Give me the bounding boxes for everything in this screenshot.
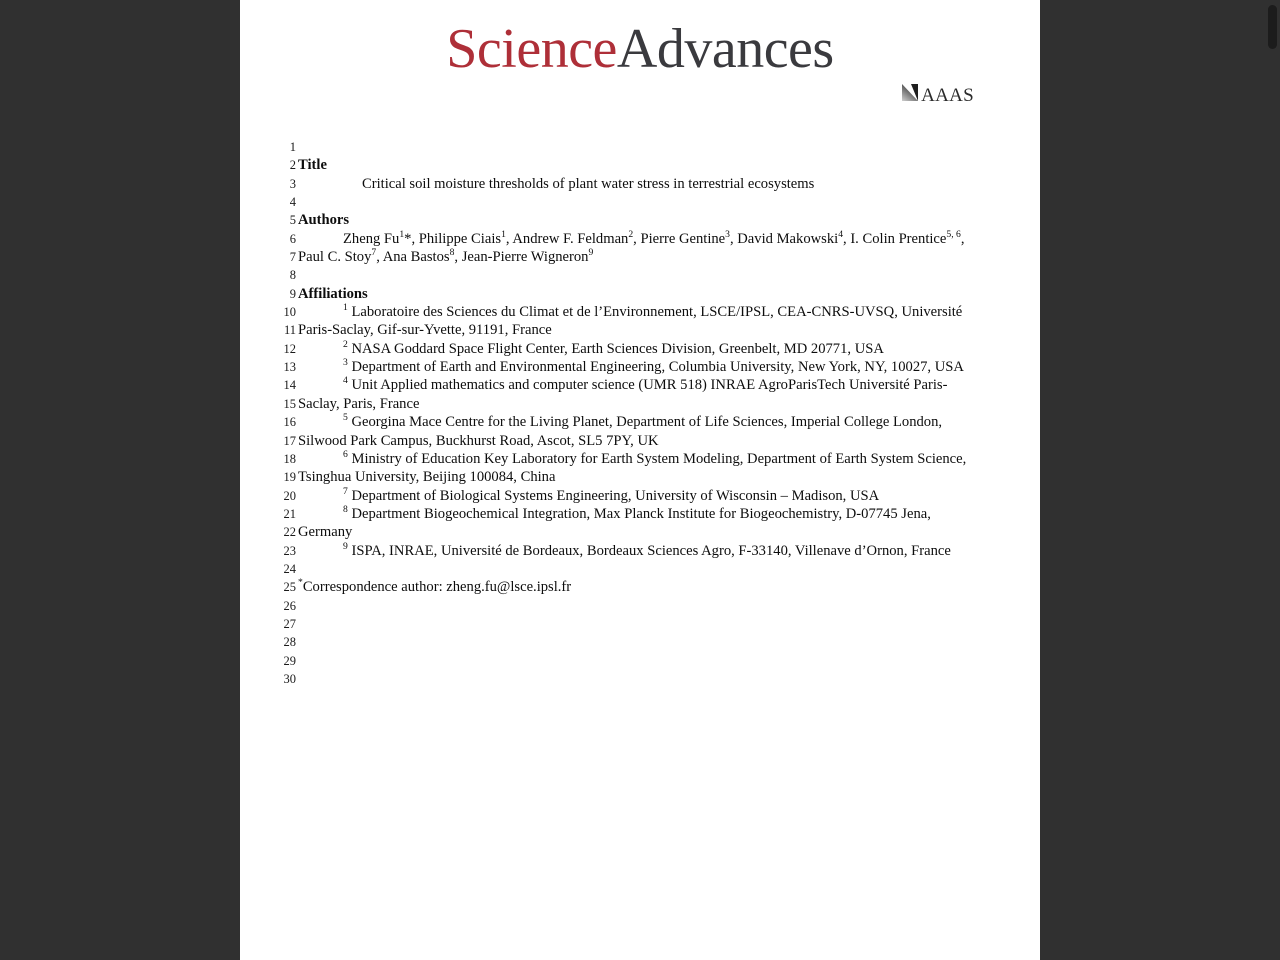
vertical-scrollbar-thumb[interactable] xyxy=(1268,5,1277,49)
aaas-wordmark: AAAS xyxy=(921,84,974,106)
correspondence-line xyxy=(298,578,970,596)
line-number: 18 xyxy=(283,451,296,466)
affiliation-item xyxy=(298,376,970,413)
journal-masthead xyxy=(240,18,1040,107)
correspondence-marker: * xyxy=(298,577,303,589)
line-number: 24 xyxy=(283,561,296,576)
line-number: 10 xyxy=(283,305,296,320)
line-number: 23 xyxy=(283,543,296,558)
affiliation-text: NASA Goddard Space Flight Center, Earth Sciences Division, Greenbelt, MD 20771, USA xyxy=(351,340,884,357)
author-affiliation-marker: 1 xyxy=(399,228,405,240)
affiliation-marker: 4 xyxy=(343,375,348,387)
aaas-logo xyxy=(240,83,974,107)
title-heading: Title xyxy=(298,157,327,174)
blank-line xyxy=(298,138,970,156)
author-name: Colin Prentice xyxy=(862,230,947,247)
document-page xyxy=(240,0,1040,960)
line-number: 21 xyxy=(283,506,296,521)
author-separator: , Andrew F. Feldman xyxy=(505,230,629,247)
journal-logo-advances: Advances xyxy=(616,18,834,80)
affiliation-marker: 8 xyxy=(343,504,348,516)
author-separator: , Paul C. Stoy xyxy=(298,230,965,266)
affiliation-text: ISPA, INRAE, Université de Bordeaux, Bordeaux Sciences Agro, F-33140, Villenave d’Ornon, France xyxy=(351,542,951,559)
affiliation-text: Ministry of Education Key Laboratory for Earth System Modeling, Department of Earth System Science, Tsinghua University, Beijing 100084, China xyxy=(298,450,967,486)
line-number: 1 xyxy=(289,140,296,154)
correspondence-text: Correspondence author: zheng.fu@lsce.ipsl.fr xyxy=(302,579,572,596)
author-separator: *, Philippe Ciais xyxy=(404,230,502,247)
journal-logo xyxy=(240,18,1040,80)
affiliation-text: Georgina Mace Centre for the Living Planet, Department of Life Sciences, Imperial College London, Silwood Park Campus, Buckhurst Road, Ascot, SL5 7PY, UK xyxy=(298,414,943,449)
author-name: Zheng Fu xyxy=(343,230,400,247)
affiliation-item xyxy=(298,487,970,505)
line-number: 26 xyxy=(283,598,296,613)
author-affiliation-marker: 7 xyxy=(371,247,377,259)
affiliation-marker: 5 xyxy=(343,412,348,424)
line-number: 7 xyxy=(289,250,296,265)
author-separator: , Ana Bastos xyxy=(376,249,450,266)
line-number: 22 xyxy=(283,525,296,540)
line-number: 14 xyxy=(283,378,296,393)
affiliation-marker: 1 xyxy=(343,302,348,314)
author-affiliation-marker: 8 xyxy=(449,247,455,259)
blank-line xyxy=(298,266,970,284)
author-separator: , Pierre Gentine xyxy=(633,230,726,247)
author-separator: , Jean-Pierre Wigneron xyxy=(454,249,589,266)
line-number: 20 xyxy=(283,488,296,503)
affiliation-item xyxy=(298,505,970,542)
affiliation-text: Department of Biological Systems Engineering, University of Wisconsin – Madison, USA xyxy=(351,487,880,504)
line-number: 3 xyxy=(289,176,296,191)
blank-line xyxy=(298,193,970,211)
line-number: 4 xyxy=(289,195,296,210)
affiliation-text: Unit Applied mathematics and computer science (UMR 518) INRAE AgroParisTech Université Paris-Saclay, Paris, France xyxy=(298,377,948,412)
line-number: 17 xyxy=(283,433,296,448)
affiliation-item xyxy=(298,340,970,358)
affiliation-text: Department of Earth and Environmental Engineering, Columbia University, New York, NY, 10027, USA xyxy=(351,359,964,376)
affiliation-item xyxy=(298,450,970,487)
line-number: 28 xyxy=(283,635,296,650)
line-number: 16 xyxy=(283,415,296,430)
affiliation-marker: 2 xyxy=(343,338,348,350)
page-title: Critical soil moisture thresholds of plant water stress in terrestrial ecosystems xyxy=(362,175,815,192)
author-affiliation-marker: 3 xyxy=(725,228,730,240)
author-affiliation-marker: 1 xyxy=(501,228,506,240)
affiliation-item xyxy=(298,358,970,376)
affiliation-marker: 6 xyxy=(343,448,348,460)
line-number: 19 xyxy=(283,470,296,485)
authors-list xyxy=(298,230,970,267)
affiliation-item xyxy=(298,303,970,340)
line-number: 5 xyxy=(289,213,296,228)
author-affiliation-marker: 9 xyxy=(588,247,594,259)
affiliation-item xyxy=(298,413,970,450)
vertical-scrollbar-track[interactable] xyxy=(1265,0,1280,960)
line-number: 27 xyxy=(283,616,296,631)
author-separator: , I. xyxy=(843,230,859,247)
affiliation-item xyxy=(298,542,970,560)
author-affiliation-marker: 2 xyxy=(628,228,634,240)
line-number: 11 xyxy=(283,323,296,338)
journal-logo-science: Science xyxy=(446,18,617,80)
affiliation-marker: 7 xyxy=(343,485,348,497)
line-number-gutter xyxy=(258,138,296,688)
aaas-triangle-icon xyxy=(901,83,920,107)
affiliation-marker: 9 xyxy=(343,540,348,552)
line-number: 13 xyxy=(283,360,296,375)
author-affiliation-marker: 5, 6 xyxy=(946,228,961,240)
line-number: 30 xyxy=(283,671,296,686)
line-number: 9 xyxy=(289,286,296,301)
line-number: 2 xyxy=(289,158,296,173)
document-body xyxy=(298,138,970,597)
authors-heading: Authors xyxy=(298,212,350,229)
line-number: 12 xyxy=(283,341,296,356)
blank-line xyxy=(298,560,970,578)
line-number: 15 xyxy=(283,396,296,411)
affiliation-text: Department Biogeochemical Integration, Max Planck Institute for Biogeochemistry, D-07745 Jena, Germany xyxy=(298,505,931,541)
line-number: 8 xyxy=(289,268,296,283)
line-number: 6 xyxy=(289,231,296,246)
affiliation-text: Laboratoire des Sciences du Climat et de l’Environnement, LSCE/IPSL, CEA-CNRS-UVSQ, Université Paris-Saclay, Gif-sur-Yvette, 91191, France xyxy=(298,304,963,339)
line-number: 29 xyxy=(283,653,296,668)
affiliation-marker: 3 xyxy=(343,357,348,369)
affiliations-heading: Affiliations xyxy=(298,285,368,302)
author-separator: , David Makowski xyxy=(729,230,839,247)
author-affiliation-marker: 4 xyxy=(838,228,844,240)
line-number: 25 xyxy=(283,580,296,595)
